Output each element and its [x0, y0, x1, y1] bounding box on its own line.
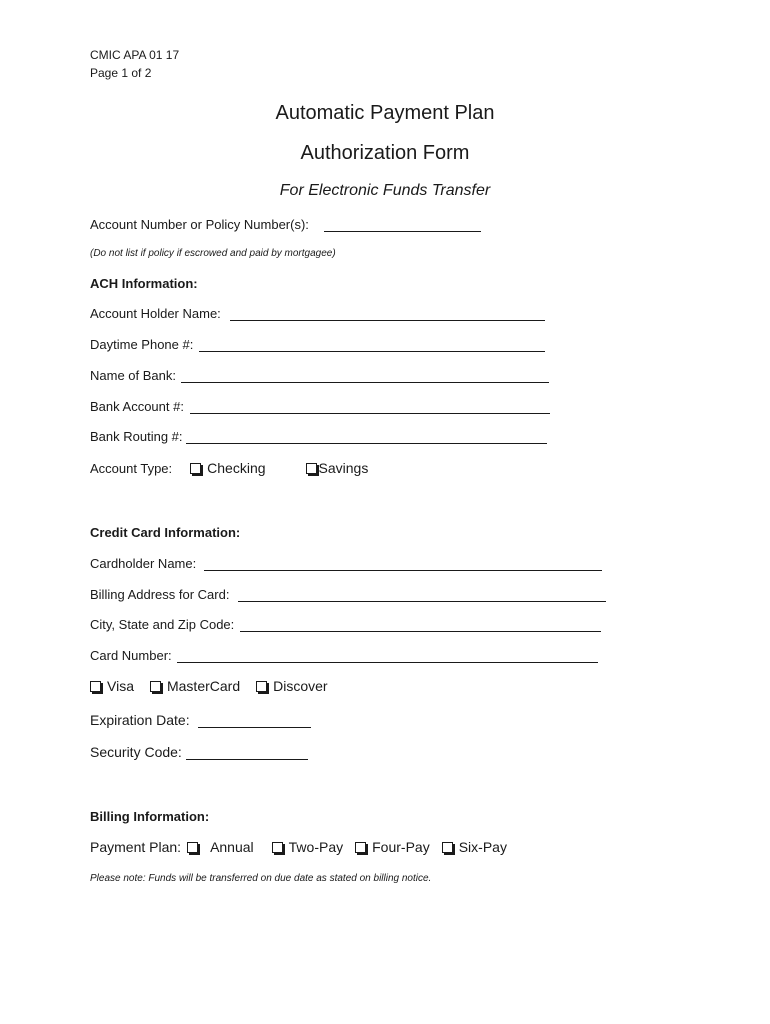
- mastercard-label: MasterCard: [166, 678, 241, 694]
- account-type-label: Account Type:: [90, 460, 173, 476]
- ach-heading: ACH Information:: [90, 276, 198, 291]
- checkbox-icon[interactable]: [442, 842, 453, 853]
- payment-plan-row: [90, 839, 507, 855]
- account-note: (Do not list if policy if escrowed and paid by mortgagee): [90, 248, 336, 259]
- checkbox-icon[interactable]: [187, 842, 198, 853]
- account-type-row: [90, 460, 368, 476]
- card-type-row: [90, 678, 328, 694]
- daytime-phone-field[interactable]: [199, 351, 545, 352]
- checking-label: Checking: [207, 460, 266, 476]
- four-pay-option[interactable]: [355, 839, 430, 855]
- checking-option[interactable]: [190, 460, 265, 476]
- page-info: Page 1 of 2: [90, 66, 152, 80]
- checkbox-icon[interactable]: [150, 681, 161, 692]
- bank-name-label: Name of Bank:: [90, 368, 176, 383]
- account-holder-field[interactable]: [230, 320, 545, 321]
- credit-card-heading: Credit Card Information:: [90, 525, 241, 540]
- account-number-label: Account Number or Policy Number(s):: [90, 217, 309, 232]
- daytime-phone-label: Daytime Phone #:: [90, 337, 194, 352]
- expiration-date-label: Expiration Date:: [90, 712, 190, 728]
- bank-name-field[interactable]: [181, 382, 549, 383]
- checkbox-icon[interactable]: [190, 463, 201, 474]
- security-code-label: Security Code:: [90, 744, 182, 760]
- form-title-line2: Authorization Form: [300, 142, 470, 164]
- city-state-zip-label: City, State and Zip Code:: [90, 617, 235, 632]
- discover-option[interactable]: [256, 678, 327, 694]
- visa-label: Visa: [107, 678, 134, 694]
- card-number-label: Card Number:: [90, 648, 172, 663]
- checkbox-icon[interactable]: [272, 842, 283, 853]
- billing-heading: Billing Information:: [90, 809, 210, 824]
- savings-label: Savings: [318, 460, 369, 476]
- checkbox-icon[interactable]: [256, 681, 267, 692]
- checkbox-icon[interactable]: [306, 463, 317, 474]
- checkbox-icon[interactable]: [355, 842, 366, 853]
- bank-routing-label: Bank Routing #:: [90, 429, 183, 444]
- cardholder-name-field[interactable]: [204, 570, 602, 571]
- form-code: CMIC APA 01 17: [90, 48, 180, 62]
- six-pay-option[interactable]: [442, 839, 507, 855]
- annual-label: Annual: [210, 839, 254, 855]
- four-pay-label: Four-Pay: [372, 839, 430, 855]
- checkbox-icon[interactable]: [90, 681, 101, 692]
- annual-option[interactable]: [187, 839, 254, 855]
- account-number-field[interactable]: [324, 231, 481, 232]
- form-title-line1: Automatic Payment Plan: [275, 102, 495, 124]
- bank-routing-field[interactable]: [186, 443, 547, 444]
- card-number-field[interactable]: [177, 662, 598, 663]
- discover-label: Discover: [273, 678, 328, 694]
- six-pay-label: Six-Pay: [458, 839, 507, 855]
- bank-account-field[interactable]: [190, 413, 550, 414]
- visa-option[interactable]: [90, 678, 134, 694]
- billing-address-field[interactable]: [238, 601, 606, 602]
- payment-plan-label: Payment Plan:: [90, 839, 182, 855]
- savings-option[interactable]: [306, 460, 369, 476]
- form-subtitle: For Electronic Funds Transfer: [279, 182, 491, 199]
- billing-note: Please note: Funds will be transferred on due date as stated on billing notice.: [90, 873, 432, 884]
- mastercard-option[interactable]: [150, 678, 240, 694]
- two-pay-option[interactable]: [272, 839, 343, 855]
- cardholder-name-label: Cardholder Name:: [90, 556, 197, 571]
- expiration-date-field[interactable]: [198, 727, 311, 728]
- bank-account-label: Bank Account #:: [90, 399, 184, 414]
- two-pay-label: Two-Pay: [288, 839, 344, 855]
- security-code-field[interactable]: [186, 759, 308, 760]
- account-holder-label: Account Holder Name:: [90, 306, 221, 321]
- billing-address-label: Billing Address for Card:: [90, 587, 230, 602]
- city-state-zip-field[interactable]: [240, 631, 601, 632]
